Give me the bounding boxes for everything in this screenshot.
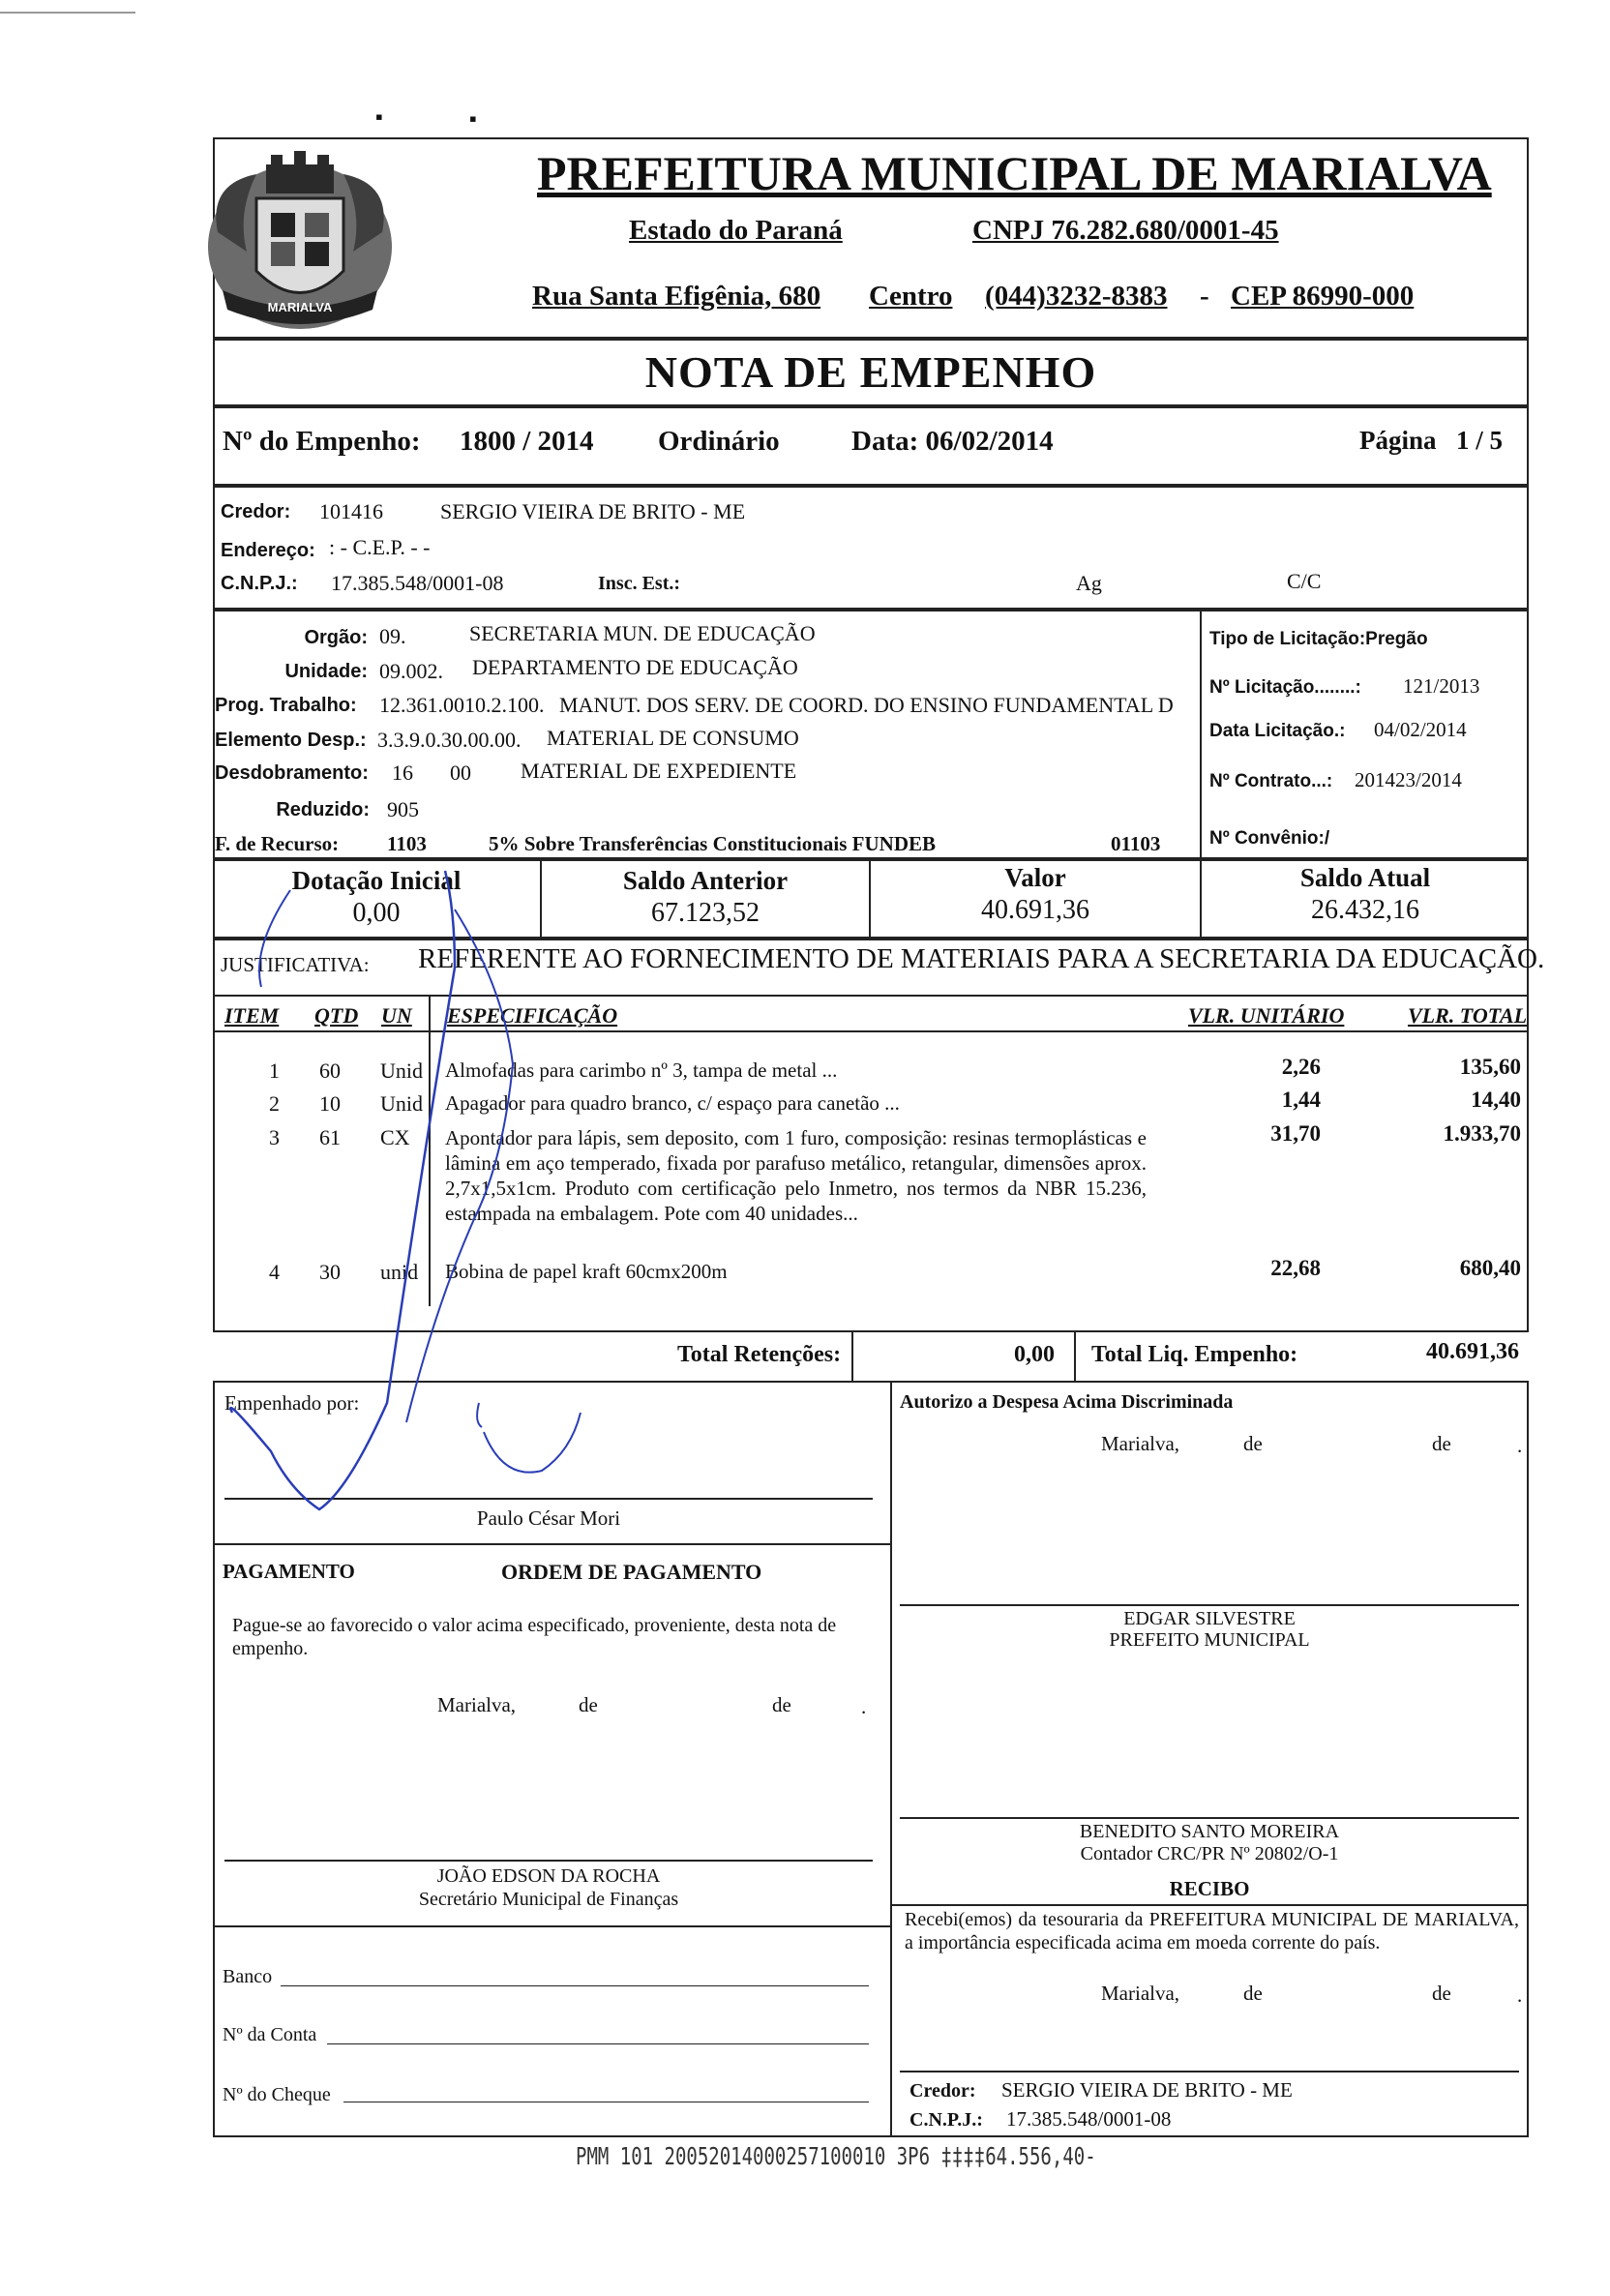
empenhado-label: Empenhado por:	[224, 1391, 360, 1415]
address: Rua Santa Efigênia, 680	[532, 281, 821, 312]
secretario-name: JOÃO EDSON DA ROCHA	[436, 1865, 661, 1887]
recurso-code2: 01103	[1111, 832, 1161, 855]
recibo-credor-name: SERGIO VIEIRA DE BRITO - ME	[1001, 2078, 1293, 2102]
desdobramento-sub: 00	[450, 760, 471, 785]
empenho-number: 1800 / 2014	[460, 426, 594, 457]
contador-sign-line	[900, 1817, 1519, 1819]
item-number: 1	[269, 1059, 280, 1083]
item-qtd: 61	[319, 1125, 341, 1149]
totals-divider	[851, 1330, 853, 1381]
col-total: VLR. TOTAL	[1408, 1003, 1528, 1028]
banco-section-line	[213, 1925, 892, 1927]
item-especificacao: Bobina de papel kraft 60cmx200m	[445, 1260, 728, 1283]
pag-city: Marialva,	[437, 1693, 517, 1716]
header-cnpj: CNPJ 76.282.680/0001-45	[972, 215, 1279, 246]
empenho-type: Ordinário	[658, 426, 780, 457]
unidade-name: DEPARTAMENTO DE EDUCAÇÃO	[472, 655, 798, 679]
prefeito-name: EDGAR SILVESTRE	[1123, 1608, 1296, 1629]
conta-label: Nº da Conta	[223, 2024, 317, 2045]
auth-city: Marialva,	[1101, 1432, 1180, 1455]
item-qtd: 30	[319, 1260, 341, 1284]
district: Centro	[869, 281, 953, 312]
item-especificacao: Almofadas para carimbo nº 3, tampa de metal ...	[445, 1059, 838, 1082]
orgao-code: 09.	[379, 624, 406, 648]
prog-label: Prog. Trabalho:	[215, 695, 357, 716]
reduzido-value: 905	[387, 797, 419, 821]
convenio: Nº Convênio:/	[1209, 828, 1330, 849]
dotacao-value: 0,00	[352, 898, 401, 928]
pagamento-label: PAGAMENTO	[223, 1560, 355, 1583]
scan-edge-mark	[0, 12, 135, 14]
elemento-name: MATERIAL DE CONSUMO	[547, 726, 799, 750]
item-unit-value: 22,68	[1270, 1256, 1321, 1280]
recibo-cnpj-label: C.N.P.J.:	[909, 2109, 983, 2131]
cep: CEP 86990-000	[1231, 281, 1415, 312]
rec-dot: .	[1517, 1983, 1523, 2007]
item-number: 2	[269, 1091, 280, 1116]
item-unit-value: 2,26	[1281, 1055, 1321, 1079]
lower-mid-border	[890, 1381, 892, 2137]
banco-label: Banco	[223, 1966, 273, 1987]
agencia-label: Ag	[1076, 571, 1102, 595]
credor-cnpj: 17.385.548/0001-08	[331, 571, 504, 595]
unidade-label: Unidade:	[284, 661, 368, 682]
licitacao-num: 121/2013	[1403, 674, 1480, 698]
rec-city: Marialva,	[1101, 1982, 1180, 2005]
footer-code: PMM 101 20052014000257100010 3P6 ‡‡‡‡64.556,40-	[576, 2142, 1096, 2171]
pag-de: de	[579, 1693, 598, 1716]
data-licitacao: 04/02/2014	[1374, 718, 1467, 741]
data-licitacao-label: Data Licitação.:	[1209, 721, 1346, 741]
col-qtd: QTD	[314, 1003, 359, 1028]
scan-dot: ▪	[375, 104, 383, 129]
recurso-code: 1103	[387, 832, 427, 855]
retencoes-value: 0,00	[1014, 1342, 1055, 1367]
item-qtd: 10	[319, 1091, 341, 1116]
recibo-cnpj: 17.385.548/0001-08	[1006, 2107, 1172, 2131]
contador-role: Contador CRC/PR Nº 20802/O-1	[1080, 1843, 1339, 1864]
licitacao-num-label: Nº Licitação........:	[1209, 677, 1361, 698]
elemento-label: Elemento Desp.:	[215, 730, 367, 751]
rec-de: de	[1432, 1982, 1451, 2005]
contrato-value: 201423/2014	[1355, 768, 1462, 791]
empenho-date: Data: 06/02/2014	[851, 426, 1054, 457]
credor-code: 101416	[319, 499, 383, 523]
doc-title: NOTA DE EMPENHO	[644, 347, 1097, 397]
item-total-value: 680,40	[1459, 1256, 1521, 1280]
orgao-label: Orgão:	[304, 627, 368, 648]
saldo-atual-value: 26.432,16	[1311, 895, 1419, 925]
empenho-number-label: Nº do Empenho:	[223, 426, 421, 457]
page-title: PREFEITURA MUNICIPAL DE MARIALVA	[537, 146, 1492, 200]
banco-line	[281, 1985, 869, 1986]
conta-line	[327, 2043, 869, 2044]
auth-dot: .	[1517, 1434, 1523, 1457]
prefeito-sign-line	[900, 1604, 1519, 1606]
auth-de: de	[1243, 1432, 1263, 1455]
valor-value: 40.691,36	[981, 895, 1089, 925]
municipal-crest-icon	[198, 145, 402, 339]
recibo-title: RECIBO	[1169, 1877, 1250, 1900]
prefeito-role: PREFEITO MUNICIPAL	[1109, 1629, 1310, 1651]
insc-est-label: Insc. Est.:	[598, 573, 681, 594]
recibo-sign-line	[900, 2071, 1519, 2072]
col-unit: VLR. UNITÁRIO	[1188, 1003, 1345, 1028]
lower-right-border	[1527, 1381, 1529, 2137]
pag-de: de	[772, 1693, 791, 1716]
totals-top-line	[213, 1330, 1529, 1332]
autorizo-text: Autorizo a Despesa Acima Discriminada	[900, 1391, 1234, 1413]
credor-label: Credor:	[221, 501, 291, 522]
recibo-line	[890, 1904, 1529, 1906]
col-especificacao: ESPECIFICAÇÃO	[447, 1003, 618, 1028]
liquido-value: 40.691,36	[1426, 1339, 1519, 1364]
secretario-sign-line	[224, 1860, 873, 1862]
empenhado-name: Paulo César Mori	[476, 1506, 621, 1530]
saldo-anterior-label: Saldo Anterior	[622, 866, 789, 895]
page-label: Página	[1359, 426, 1437, 455]
prog-code: 12.361.0010.2.100.	[379, 693, 545, 717]
item-un: Unid	[380, 1059, 423, 1083]
ordem-pagamento-title: ORDEM DE PAGAMENTO	[501, 1560, 762, 1584]
recibo-credor-label: Credor:	[909, 2080, 976, 2102]
unidade-code: 09.002.	[379, 659, 443, 683]
signature-line	[224, 1498, 873, 1500]
contrato-label: Nº Contrato...:	[1209, 771, 1333, 791]
item-un: Unid	[380, 1091, 423, 1116]
crest-text: MARIALVA	[267, 300, 333, 314]
totals-divider	[1074, 1330, 1076, 1381]
item-qtd: 60	[319, 1059, 341, 1083]
recurso-name: 5% Sobre Transferências Constitucionais FUNDEB	[489, 832, 937, 855]
recurso-label: F. de Recurso:	[215, 832, 340, 855]
item-total-value: 135,60	[1459, 1055, 1521, 1079]
phone: (044)3232-8383	[985, 281, 1168, 312]
lower-left-border	[213, 1381, 215, 2137]
desdobramento-label: Desdobramento:	[215, 762, 369, 784]
scan-dot: ▪	[469, 106, 477, 131]
item-un: unid	[380, 1260, 419, 1284]
item-number: 3	[269, 1125, 280, 1149]
pag-dot: .	[861, 1695, 867, 1718]
item-unit-value: 1,44	[1281, 1088, 1321, 1112]
items-right-border	[1527, 997, 1529, 1330]
liquido-label: Total Liq. Empenho:	[1091, 1342, 1298, 1367]
rec-de: de	[1243, 1982, 1263, 2005]
col-item: ITEM	[224, 1003, 280, 1028]
reduzido-label: Reduzido:	[276, 799, 370, 820]
justificativa-text: REFERENTE AO FORNECIMENTO DE MATERIAIS PARA A SECRETARIA DA EDUCAÇÃO.	[418, 943, 1545, 974]
desdobramento-name: MATERIAL DE EXPEDIENTE	[521, 759, 797, 783]
credor-name: SERGIO VIEIRA DE BRITO - ME	[440, 499, 746, 523]
auth-de: de	[1432, 1432, 1451, 1455]
secretario-role: Secretário Municipal de Finanças	[418, 1889, 679, 1910]
item-total-value: 1.933,70	[1443, 1121, 1521, 1146]
item-un: CX	[380, 1125, 410, 1149]
orgao-name: SECRETARIA MUN. DE EDUCAÇÃO	[469, 621, 816, 645]
item-unit-value: 31,70	[1270, 1121, 1321, 1146]
items-col-divider	[429, 997, 431, 1306]
saldo-anterior-value: 67.123,52	[651, 898, 760, 928]
section-line	[213, 1543, 892, 1545]
retencoes-label: Total Retenções:	[677, 1342, 842, 1367]
lower-bottom-border	[213, 2135, 1529, 2137]
state-name: Estado do Paraná	[629, 215, 843, 246]
dotacao-label: Dotação Inicial	[291, 866, 462, 895]
cheque-label: Nº do Cheque	[223, 2084, 331, 2105]
items-header-line	[213, 1030, 1529, 1032]
recibo-text: Recebi(emos) da tesouraria da PREFEITURA MUNICIPAL DE MARIALVA, a importância especificada acima em moeda corrente do país.	[905, 1909, 1519, 1953]
prog-name: MANUT. DOS SERV. DE COORD. DO ENSINO FUNDAMENTAL D	[559, 693, 1174, 717]
item-total-value: 14,40	[1471, 1088, 1521, 1112]
totals-bottom-line	[213, 1381, 1529, 1383]
valor-label: Valor	[1004, 863, 1066, 892]
separator: -	[1200, 281, 1209, 312]
tipo-licitacao: Tipo de Licitação:Pregão	[1209, 629, 1428, 649]
desdobramento-code: 16	[392, 760, 413, 785]
col-un: UN	[381, 1003, 412, 1028]
budget-divider	[1200, 610, 1202, 859]
page-number: 1 / 5	[1456, 426, 1504, 455]
credor-cnpj-label: C.N.P.J.:	[221, 573, 298, 594]
endereco-value: : - C.E.P. - -	[329, 535, 431, 559]
justificativa-label: JUSTIFICATIVA:	[221, 953, 370, 976]
elemento-code: 3.3.9.0.30.00.00.	[377, 728, 522, 752]
endereco-label: Endereço:	[221, 540, 315, 561]
pague-text: Pague-se ao favorecido o valor acima especificado, proveniente, desta nota de empenho.	[232, 1615, 837, 1659]
item-number: 4	[269, 1260, 280, 1284]
item-especificacao: Apontador para lápis, sem deposito, com 1 furo, composição: resinas termoplásticas e lâmina em aço temperado, fixada por parafuso metálico, retangular, dimensões aprox. 2,7x1,5x1cm. Produto com certificação pelo Inmetro, nos termos da NBR 15.236, estampada na embalagem. Pote com 40 unidades...	[445, 1126, 1147, 1225]
items-left-border	[213, 997, 215, 1330]
item-especificacao: Apagador para quadro branco, c/ espaço para canetão ...	[445, 1091, 900, 1115]
saldo-atual-label: Saldo Atual	[1299, 863, 1431, 892]
contador-name: BENEDITO SANTO MOREIRA	[1079, 1821, 1340, 1842]
conta-corrente-label: C/C	[1287, 569, 1322, 593]
